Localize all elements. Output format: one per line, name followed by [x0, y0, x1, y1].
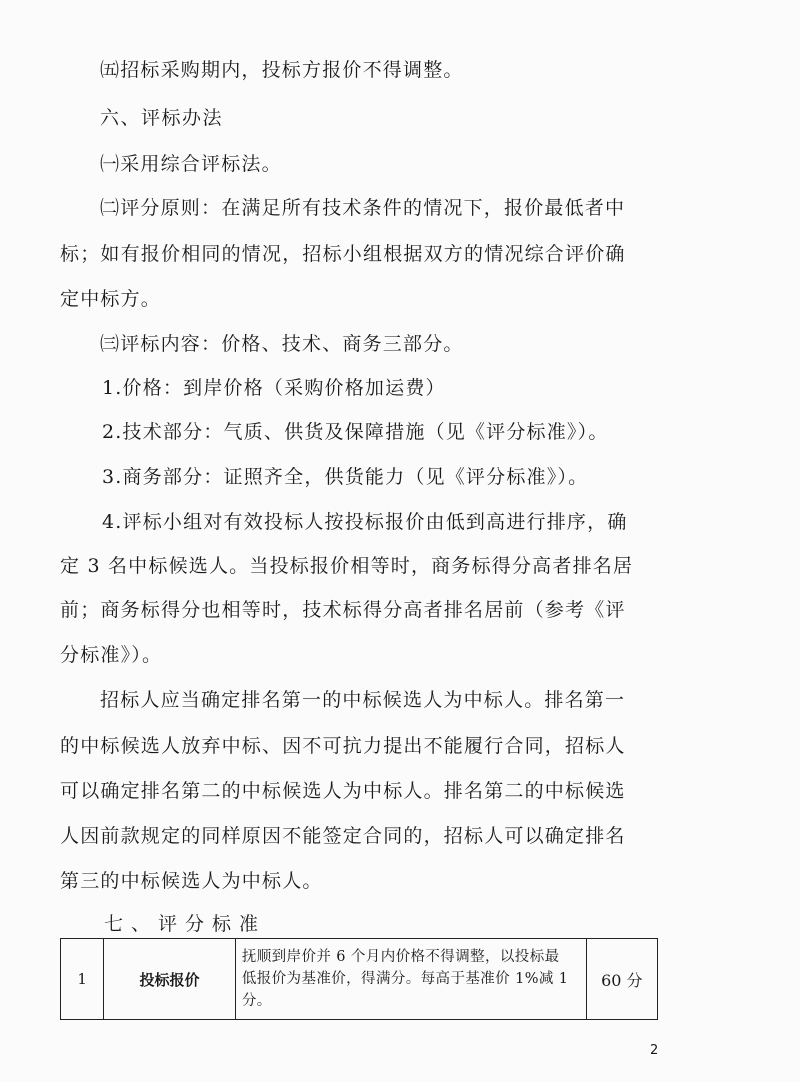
paragraph-principle-line-3: 定中标方。: [60, 288, 162, 310]
row-number: 1: [61, 939, 104, 1020]
row-description-line: 抚顺到岸价并 6 个月内价格不得调整，以投标最: [241, 949, 560, 965]
paragraph-principle-line-2: 标；如有报价相同的情况，招标小组根据双方的情况综合评价确: [60, 243, 626, 265]
list-item-business: 3.商务部分：证照齐全，供货能力（见《评分标准》）。: [102, 466, 589, 488]
paragraph-winner-line-1: 招标人应当确定排名第一的中标候选人为中标人。排名第一: [100, 689, 626, 711]
list-item-ranking-line-4: 分标准》）。: [60, 644, 163, 666]
paragraph-bid-price-fixed: ㈤招标采购期内，投标方报价不得调整。: [100, 59, 464, 81]
page-number: 2: [650, 1043, 659, 1058]
list-item-ranking-line-1: 4.评标小组对有效投标人按投标报价由低到高进行排序，确: [102, 511, 628, 533]
paragraph-winner-line-4: 人因前款规定的同样原因不能签定合同的，招标人可以确定排名: [60, 825, 626, 847]
row-points: 60 分: [586, 939, 657, 1020]
paragraph-principle-line-1: ㈡评分原则：在满足所有技术条件的情况下，报价最低者中: [100, 197, 626, 219]
scoring-table: [60, 938, 658, 1020]
paragraph-content: ㈢评标内容：价格、技术、商务三部分。: [100, 333, 464, 355]
list-item-ranking-line-3: 前；商务标得分也相等时，技术标得分高者排名居前（参考《评: [60, 599, 626, 621]
list-item-technical: 2.技术部分：气质、供货及保障措施（见《评分标准》）。: [102, 421, 609, 443]
row-description-line: 低报价为基准价，得满分。每高于基准价 1%减 1: [241, 971, 569, 987]
row-description-line: 分。: [241, 993, 272, 1009]
row-item: 投标报价: [104, 939, 236, 1020]
row-description: [235, 939, 586, 1020]
heading-evaluation-method: 六、评标办法: [100, 107, 224, 129]
paragraph-method-1: ㈠采用综合评标法。: [100, 153, 282, 175]
paragraph-winner-line-2: 的中标候选人放弃中标、因不可抗力提出不能履行合同，招标人: [60, 735, 626, 757]
paragraph-winner-line-5: 第三的中标候选人为中标人。: [60, 870, 323, 892]
list-item-ranking-line-2: 定 3 名中标候选人。当投标报价相等时，商务标得分高者排名居: [60, 555, 634, 577]
list-item-price: 1.价格：到岸价格（采购价格加运费）: [102, 377, 446, 399]
paragraph-winner-line-3: 可以确定排名第二的中标候选人为中标人。排名第二的中标候选: [60, 780, 626, 802]
heading-scoring-standard: 七、评分标准: [104, 913, 267, 935]
table-row: [61, 939, 658, 1020]
